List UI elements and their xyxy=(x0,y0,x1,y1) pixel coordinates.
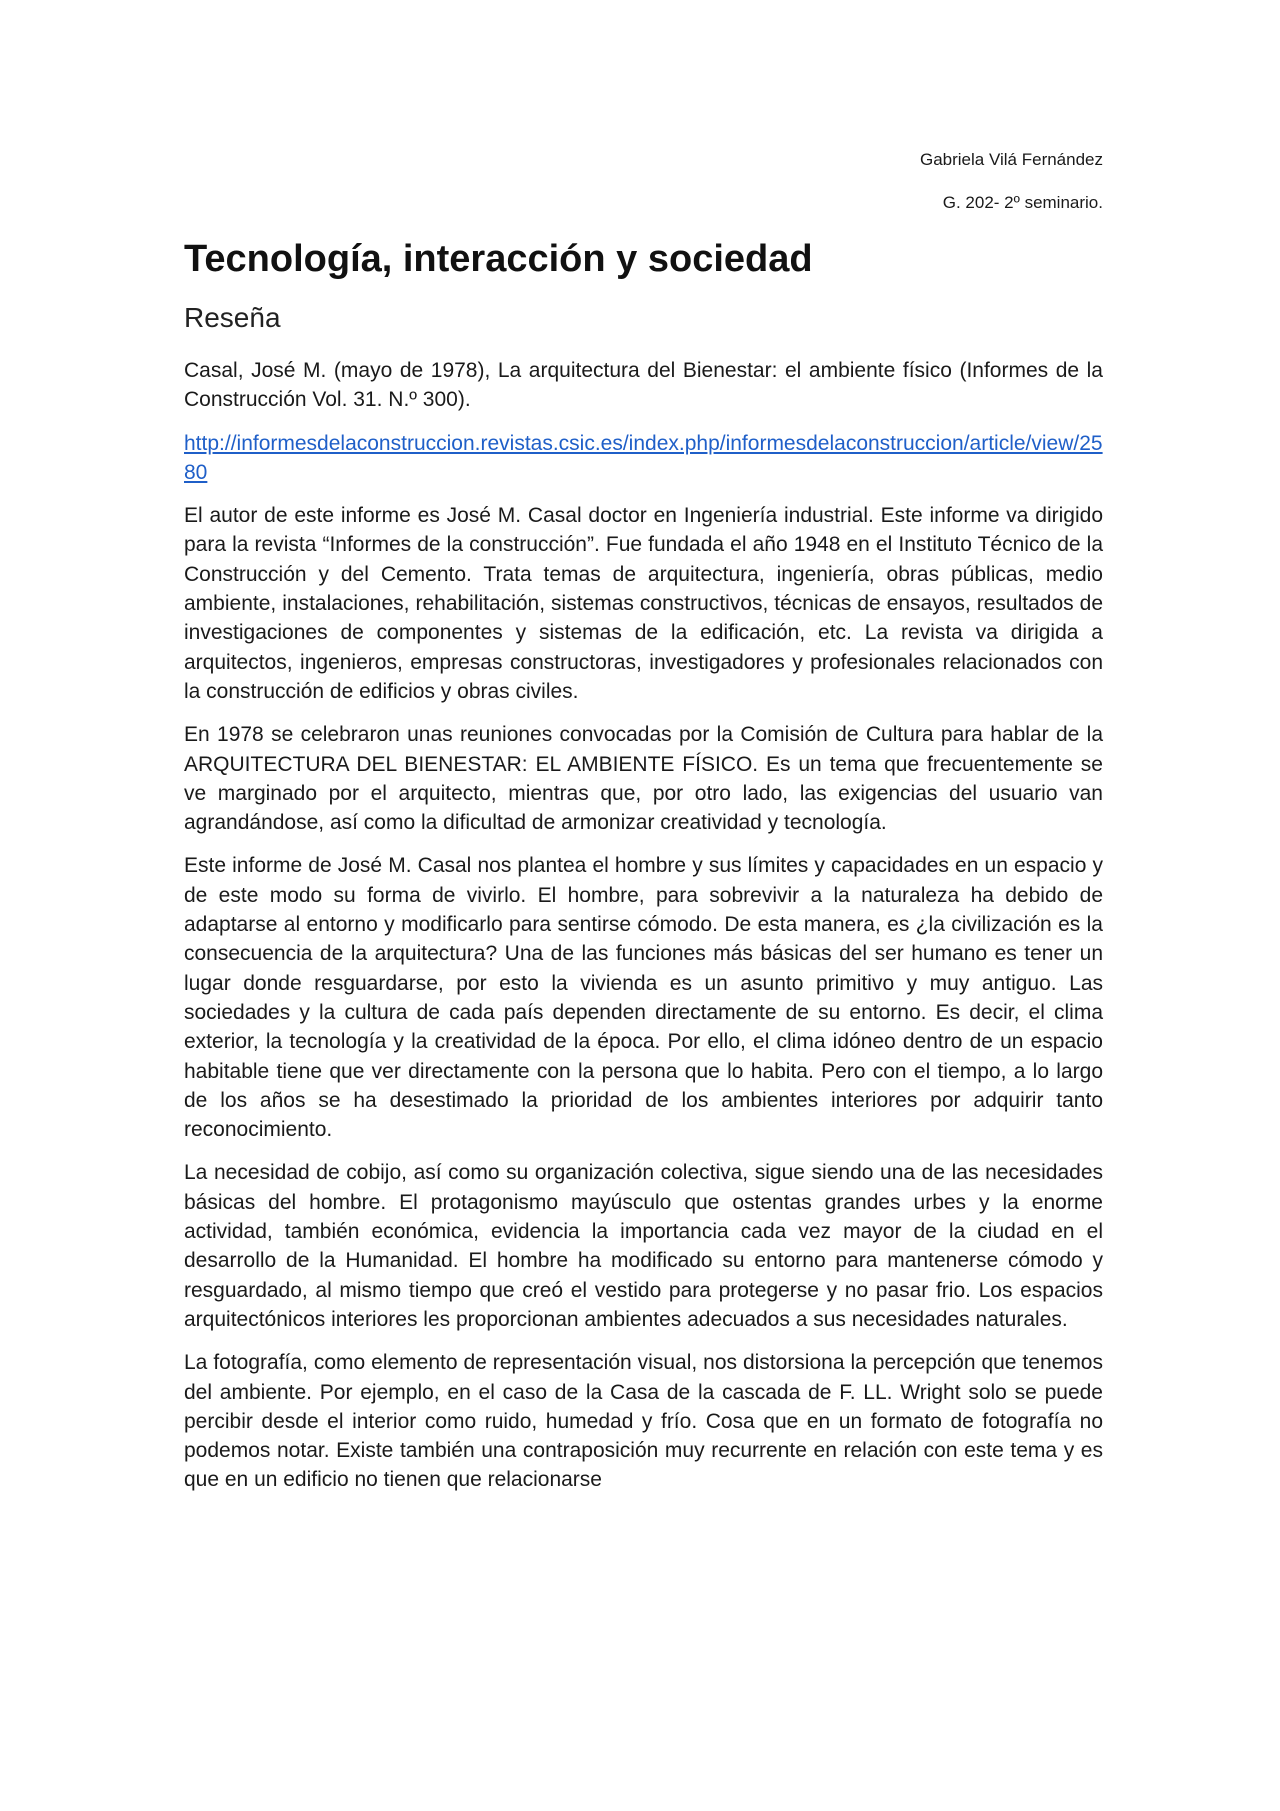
paragraph-author: El autor de este informe es José M. Casal doctor en Ingeniería industrial. Este informe va dirigido para la revista “Informes de la construcción”. Fue fundada el año 1948 en el Instituto Técnico de la Construcción y del Cemento. Trata temas de arquitectura, ingeniería, obras públicas, medio ambiente, instalaciones, rehabilitación, sistemas constructivos, técnicas de ensayos, resultados de investigaciones de componentes y sistemas de la edificación, etc. La revista va dirigida a arquitectos, ingenieros, empresas constructoras, investigadores y profesionales relacionados con la construcción de edificios y obras civiles. xyxy=(184,504,1103,703)
document-title: Tecnología, interacción y sociedad xyxy=(184,238,813,280)
author-block xyxy=(920,150,1103,213)
paragraph-photography: La fotografía, como elemento de representación visual, nos distorsiona la percepción que tenemos del ambiente. Por ejemplo, en el caso de la Casa de la cascada de F. LL. Wright solo se puede percibir desde el interior como ruido, humedad y frío. Cosa que en un formato de fotografía no podemos notar. Existe también una contraposición muy recurrente en relación con este tema y es que en un edificio no tienen que relacionarse xyxy=(184,1351,1103,1492)
link-paragraph xyxy=(184,429,1103,488)
author-name: Gabriela Vilá Fernández xyxy=(919,150,1103,169)
document-subtitle: Reseña xyxy=(184,302,281,333)
group-seminar: G. 202- 2º seminario. xyxy=(942,193,1103,212)
document-body xyxy=(184,356,1103,1509)
paragraph-meetings: En 1978 se celebraron unas reuniones convocadas por la Comisión de Cultura para hablar de la ARQUITECTURA DEL BIENESTAR: EL AMBIENTE FÍSICO. Es un tema que frecuentemente se ve marginado por el arquitecto, mientras que, por otro lado, las exigencias del usuario van agrandándose, así como la dificultad de armonizar creatividad y tecnología. xyxy=(184,723,1103,835)
reference-citation: Casal, José M. (mayo de 1978), La arquitectura del Bienestar: el ambiente físico (Informes de la Construcción Vol. 31. N.º 300). xyxy=(184,359,1103,412)
paragraph-shelter: La necesidad de cobijo, así como su organización colectiva, sigue siendo una de las necesidades básicas del hombre. El protagonismo mayúsculo que ostentas grandes urbes y la enorme actividad, también económica, evidencia la importancia cada vez mayor de la ciudad en el desarrollo de la Humanidad. El hombre ha modificado su entorno para mantenerse cómodo y resguardado, al mismo tiempo que creó el vestido para protegerse y no pasar frio. Los espacios arquitectónicos interiores les proporcionan ambientes adecuados a sus necesidades naturales. xyxy=(184,1161,1103,1331)
paragraph-man-space: Este informe de José M. Casal nos plantea el hombre y sus límites y capacidades en un espacio y de este modo su forma de vivirlo. El hombre, para sobrevivir a la naturaleza ha debido de adaptarse al entorno y modificarlo para sentirse cómodo. De esta manera, es ¿la civilización es la consecuencia de la arquitectura? Una de las funciones más básicas del ser humano es tener un lugar donde resguardarse, por esto la vivienda es un asunto primitivo y muy antiguo. Las sociedades y la cultura de cada país dependen directamente de su entorno. Es decir, el clima exterior, la tecnología y la creatividad de la época. Por ello, el clima idóneo dentro de un espacio habitable tiene que ver directamente con la persona que lo habita. Pero con el tiempo, a lo largo de los años se ha desestimado la prioridad de los ambientes interiores por adquirir tanto reconocimiento. xyxy=(184,854,1103,1142)
source-link[interactable]: http://informesdelaconstruccion.revistas.csic.es/index.php/informesdelaconstruccion/article/view/2580 xyxy=(184,431,1103,484)
